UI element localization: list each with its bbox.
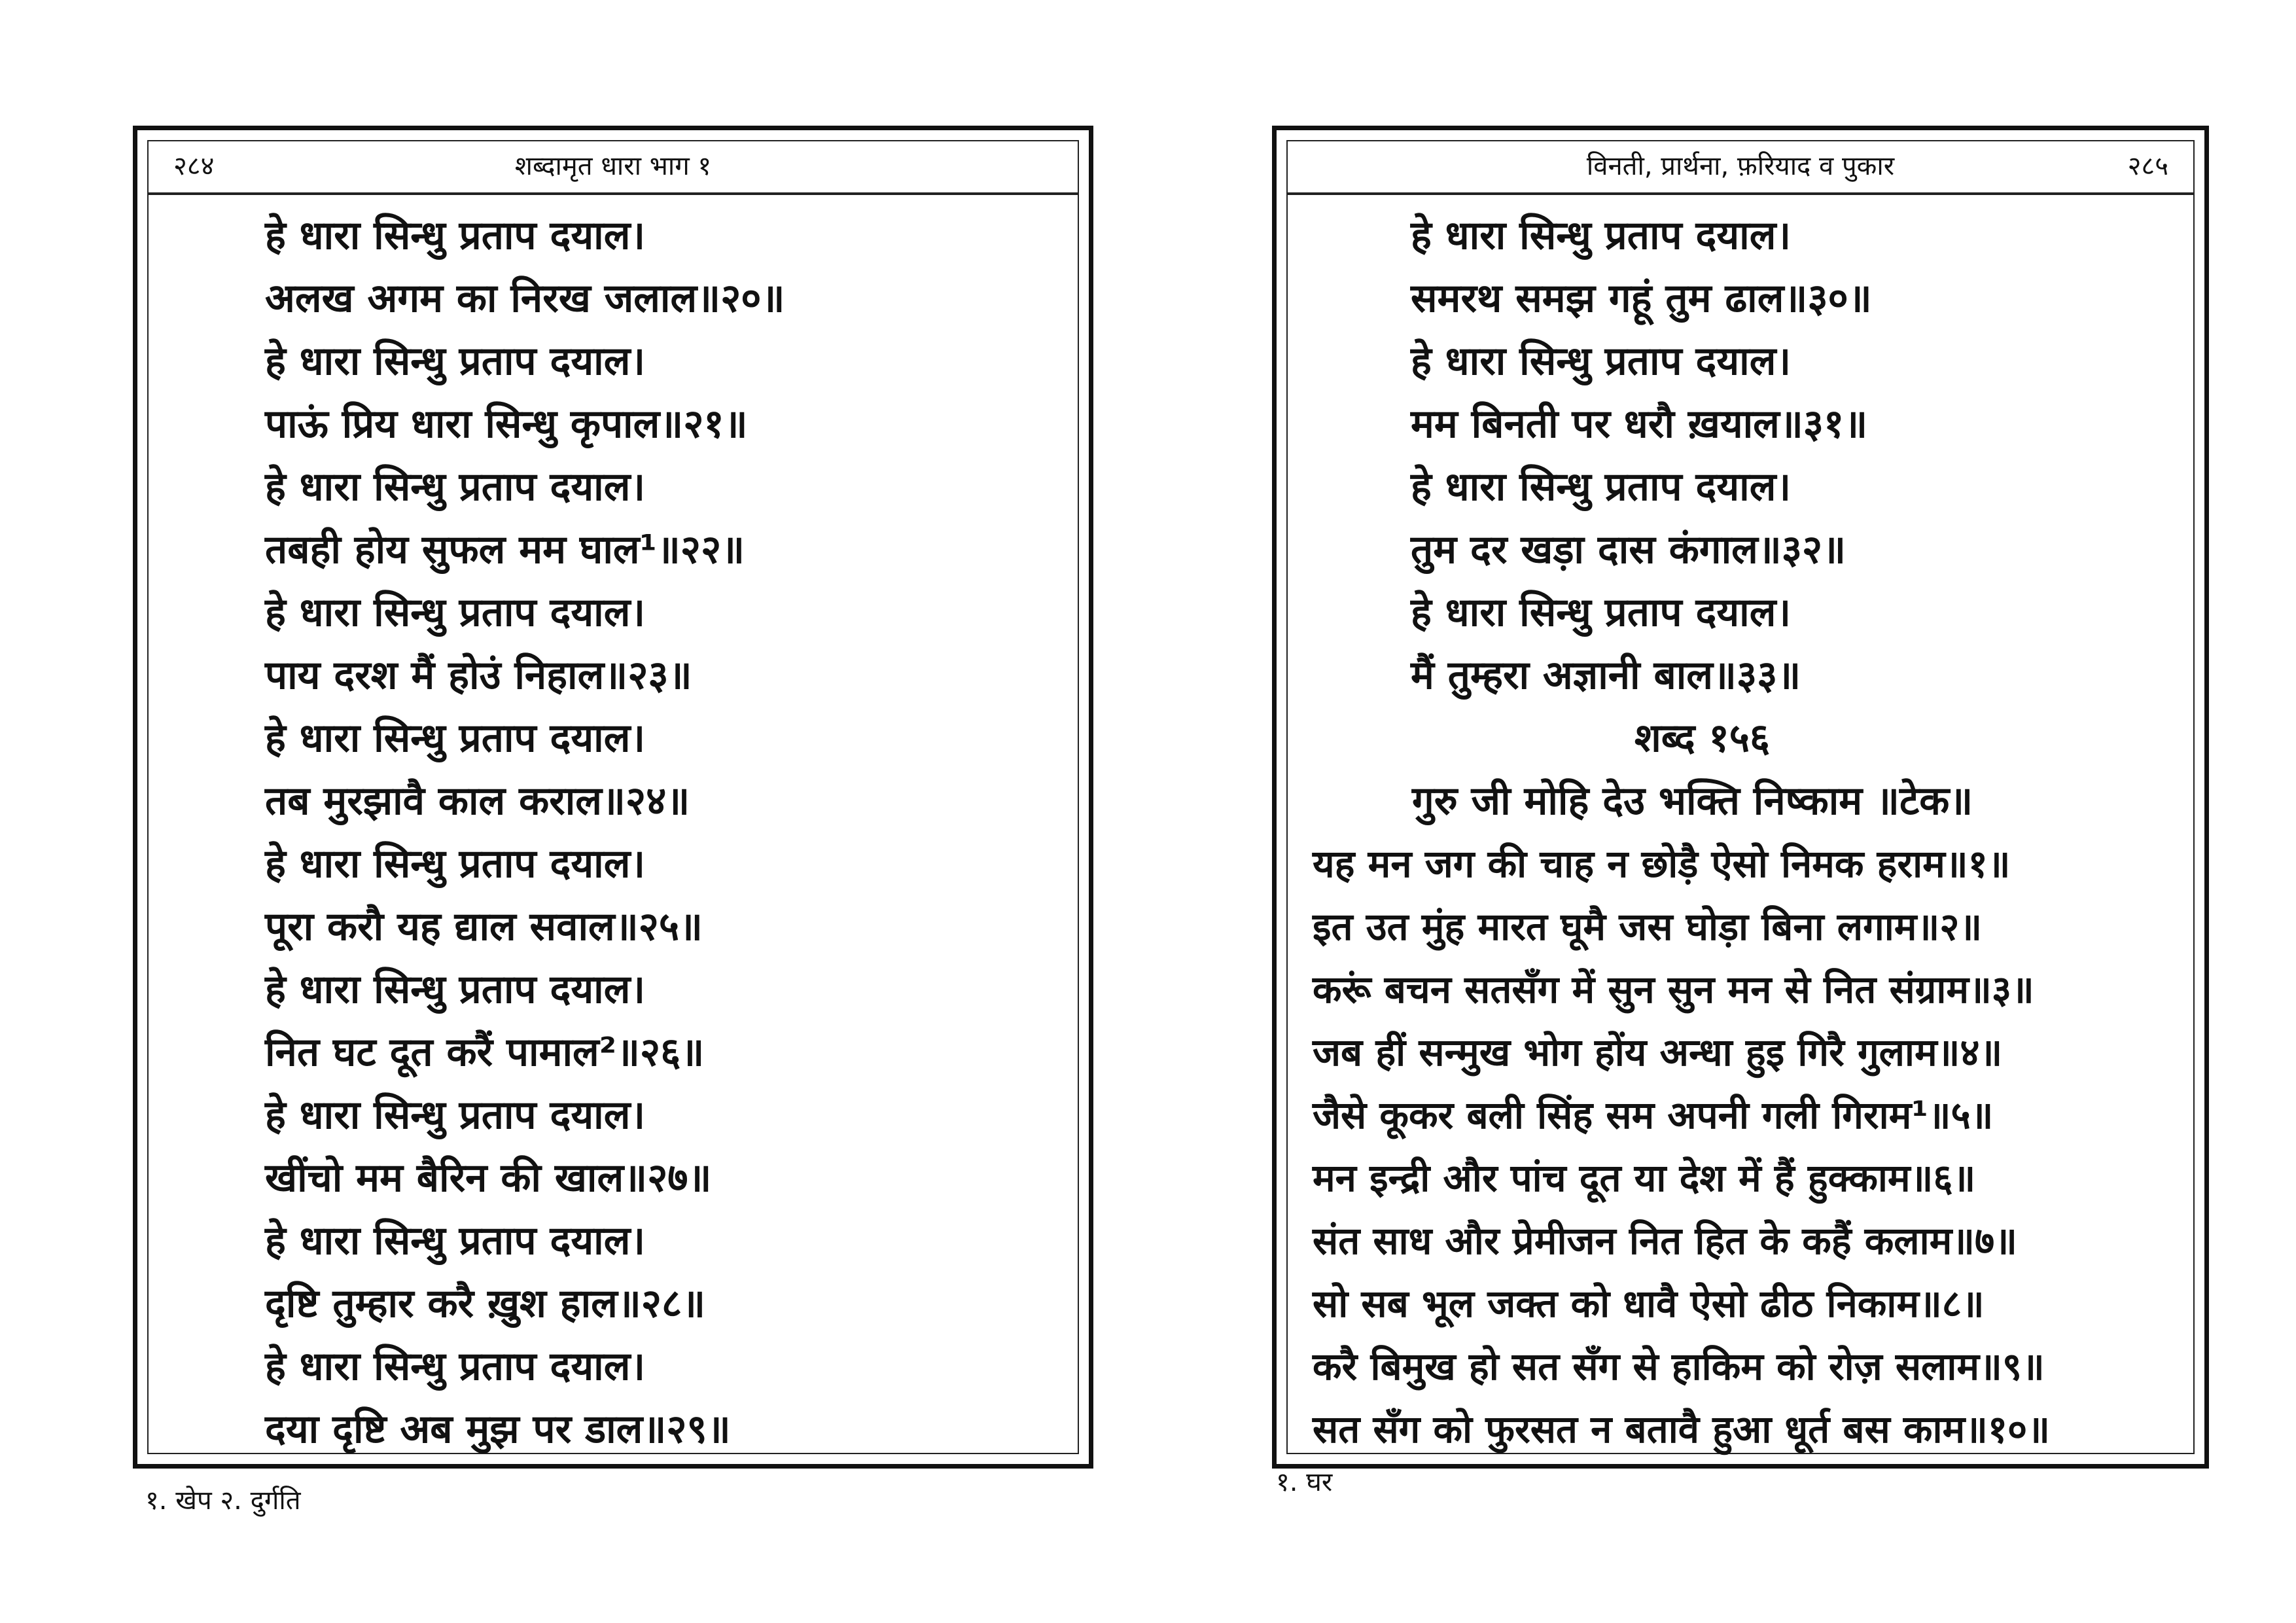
verse-line: हे धारा सिन्धु प्रताप दयाल। <box>265 464 646 510</box>
verse-line: करै बिमुख हो सत सँग से हाकिम को रोज़ सलाम॥९॥ <box>1313 1344 2045 1389</box>
verse-line: तबही होय सुफल मम घाल¹॥२२॥ <box>265 527 745 573</box>
page-number: २८५ <box>2127 151 2168 181</box>
verse-line: पाय दरश मैं होउं निहाल॥२३॥ <box>265 652 692 698</box>
verse-line: हे धारा सिन्धु प्रताप दयाल। <box>1411 338 1792 384</box>
verse-line: हे धारा सिन्धु प्रताप दयाल। <box>265 1092 646 1138</box>
page-number: २८४ <box>173 151 215 181</box>
running-title: शब्दामृत धारा भाग १ <box>514 151 712 181</box>
verse-line: मैं तुम्हरा अज्ञानी बाल॥३३॥ <box>1411 652 1801 698</box>
verse-line: अलख अगम का निरख जलाल॥२०॥ <box>265 276 785 321</box>
verse-line: जैसे कूकर बली सिंह सम अपनी गली गिराम¹॥५॥ <box>1313 1093 1994 1137</box>
verse-line: संत साध और प्रेमीजन नित हित के कहैं कलाम॥७॥ <box>1313 1219 2017 1263</box>
right-page-header <box>1288 141 2193 195</box>
verse-line: खींचो मम बैरिन की खाल॥२७॥ <box>265 1155 712 1201</box>
shabd-heading: शब्द १५६ <box>1634 715 1771 761</box>
verse-line: मम बिनती पर धरौ ख़याल॥३१॥ <box>1411 401 1868 447</box>
verse-line: दृष्टि तुम्हार करै ख़ुश हाल॥२८॥ <box>265 1281 706 1327</box>
right-page-inner-frame <box>1286 140 2195 1454</box>
verse-line: हे धारा सिन्धु प्रताप दयाल। <box>1411 590 1792 635</box>
verse-line: यह मन जग की चाह न छोड़ै ऐसो निमक हराम॥१॥ <box>1313 842 2011 886</box>
verse-line: हे धारा सिन्धु प्रताप दयाल। <box>265 213 646 259</box>
verse-line: तुम दर खड़ा दास कंगाल॥३२॥ <box>1411 527 1846 573</box>
verse-line: मन इन्द्री और पांच दूत या देश में हैं हुक्काम॥६॥ <box>1313 1156 1976 1200</box>
verse-line: दया दृष्टि अब मुझ पर डाल॥२९॥ <box>265 1406 731 1452</box>
verse-line: पाऊं प्रिय धारा सिन्धु कृपाल॥२१॥ <box>265 401 748 447</box>
left-page-inner-frame <box>147 140 1079 1454</box>
left-page-text <box>149 204 1078 1461</box>
verse-line: समरथ समझ गहूं तुम ढाल॥३०॥ <box>1411 276 1872 321</box>
verse-line: करूं बचन सतसँग में सुन सुन मन से नित संग्राम॥३॥ <box>1313 967 2034 1012</box>
right-page <box>1272 126 2209 1469</box>
verse-line: हे धारा सिन्धु प्रताप दयाल। <box>1411 464 1792 510</box>
verse-line: हे धारा सिन्धु प्रताप दयाल। <box>265 590 646 635</box>
verse-line: नित घट दूत करैं पामाल²॥२६॥ <box>265 1029 705 1075</box>
left-page <box>133 126 1093 1469</box>
verse-line: हे धारा सिन्धु प्रताप दयाल। <box>1411 213 1792 259</box>
running-title: विनती, प्रार्थना, फ़रियाद व पुकार <box>1586 151 1895 181</box>
verse-line: हे धारा सिन्धु प्रताप दयाल। <box>265 338 646 384</box>
verse-line: सो सब भूल जक्त को धावै ऐसो ढीठ निकाम॥८॥ <box>1313 1281 1985 1326</box>
verse-line: हे धारा सिन्धु प्रताप दयाल। <box>265 715 646 761</box>
verse-line: जब हीं सन्मुख भोग होंय अन्धा हुइ गिरै गुलाम॥४॥ <box>1313 1030 2003 1075</box>
left-page-header <box>149 141 1078 195</box>
left-footnote: १. खेप २. दुर्गति <box>145 1486 301 1516</box>
verse-line: पूरा करौ यह द्याल सवाल॥२५॥ <box>265 904 703 950</box>
verse-line: हे धारा सिन्धु प्रताप दयाल। <box>265 841 646 887</box>
verse-line: इत उत मुंह मारत घूमै जस घोड़ा बिना लगाम॥२॥ <box>1313 904 1983 949</box>
verse-line: हे धारा सिन्धु प्रताप दयाल। <box>265 967 646 1012</box>
verse-line: हे धारा सिन्धु प्रताप दयाल। <box>265 1344 646 1389</box>
verse-line: सत सँग को फुरसत न बतावै हुआ धूर्त बस काम॥१०॥ <box>1313 1407 2050 1452</box>
right-page-text <box>1288 204 2193 1461</box>
verse-line: हे धारा सिन्धु प्रताप दयाल। <box>265 1218 646 1264</box>
right-footnote: १. घर <box>1276 1467 1333 1497</box>
tek-line: गुरु जी मोहि देउ भक्ति निष्काम ॥टेक॥ <box>1412 778 1973 824</box>
verse-line: तब मुरझावै काल कराल॥२४॥ <box>265 778 690 824</box>
